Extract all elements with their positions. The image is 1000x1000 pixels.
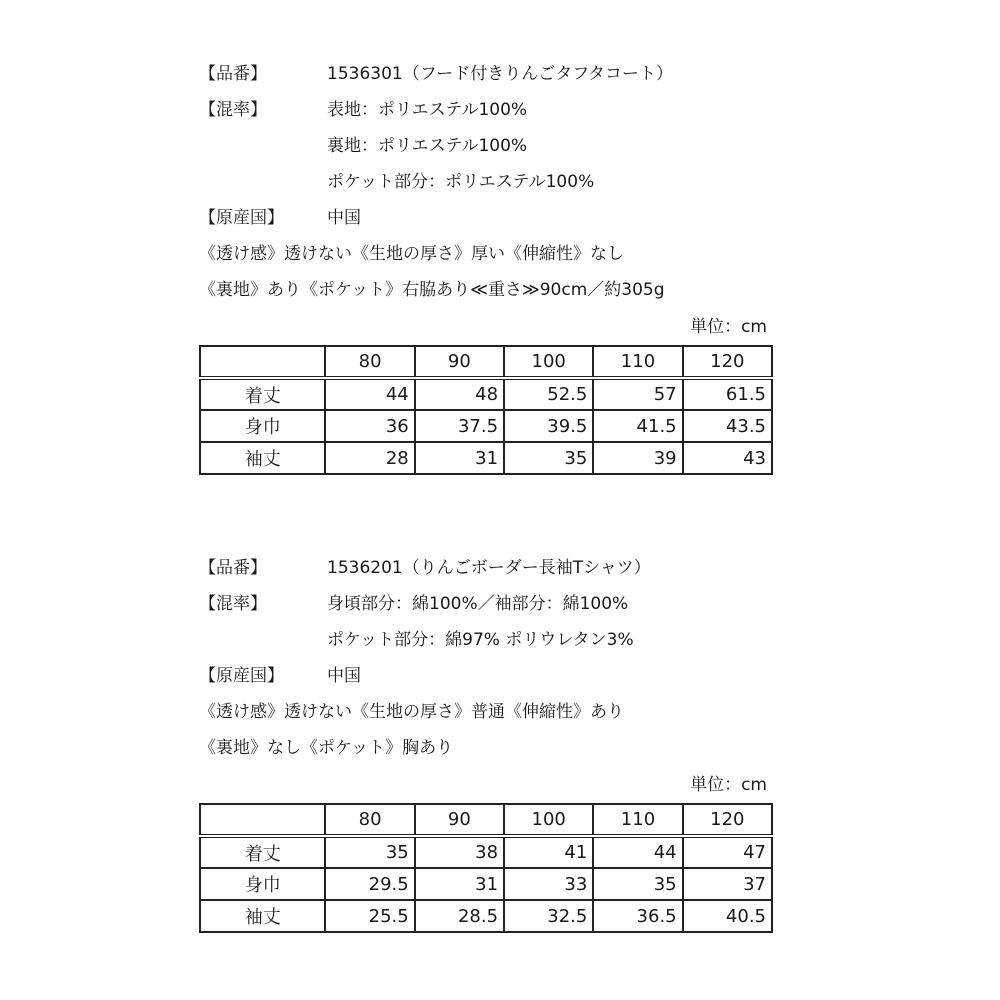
konritsu-line: 身頃部分：綿100%／袖部分：綿100% xyxy=(327,594,629,614)
table-cell: 36 xyxy=(325,410,414,442)
size-table xyxy=(199,803,773,933)
table-cell: 25.5 xyxy=(325,900,414,932)
unit-label: 単位：cm xyxy=(690,775,767,795)
table-cell: 28.5 xyxy=(415,900,504,932)
row-header: 着丈 xyxy=(200,836,325,868)
konritsu-line: ポケット部分：ポリエステル100% xyxy=(327,172,595,192)
row-header: 着丈 xyxy=(200,378,325,410)
size-header-row xyxy=(200,346,772,378)
features-line: 《裏地》なし《ポケット》胸あり xyxy=(199,738,454,758)
konritsu-row xyxy=(199,586,779,622)
features-line: 《裏地》あり《ポケット》右脇あり≪重さ≫90cm／約305g xyxy=(199,280,665,300)
table-cell: 35 xyxy=(593,868,682,900)
table-cell: 35 xyxy=(504,442,593,474)
table-cell: 43.5 xyxy=(683,410,772,442)
origin-label: 【原産国】 xyxy=(199,666,284,686)
origin-label: 【原産国】 xyxy=(199,208,284,228)
hinban-value: 1536201（りんごボーダー長袖Tシャツ） xyxy=(327,558,651,578)
corner-cell xyxy=(200,804,325,836)
hinban-row xyxy=(199,550,779,586)
table-cell: 39.5 xyxy=(504,410,593,442)
size-header-cell: 120 xyxy=(683,346,772,378)
size-header-cell: 100 xyxy=(504,804,593,836)
konritsu-line: 裏地：ポリエステル100% xyxy=(327,136,528,156)
table-cell: 28 xyxy=(325,442,414,474)
corner-cell xyxy=(200,346,325,378)
table-cell: 40.5 xyxy=(683,900,772,932)
features-line: 《透け感》透けない《生地の厚さ》厚い《伸縮性》なし xyxy=(199,244,624,264)
table-row xyxy=(200,442,772,474)
konritsu-label: 【混率】 xyxy=(199,100,267,120)
table-cell: 57 xyxy=(593,378,682,410)
table-cell: 36.5 xyxy=(593,900,682,932)
table-row xyxy=(200,410,772,442)
origin-value: 中国 xyxy=(327,208,361,228)
table-cell: 41 xyxy=(504,836,593,868)
table-cell: 48 xyxy=(415,378,504,410)
konritsu-row xyxy=(199,128,779,164)
origin-row xyxy=(199,200,779,236)
size-header-cell: 110 xyxy=(593,804,682,836)
size-header-cell: 80 xyxy=(325,804,414,836)
unit-label: 単位：cm xyxy=(690,317,767,337)
hinban-label: 【品番】 xyxy=(199,64,267,84)
table-cell: 38 xyxy=(415,836,504,868)
table-row xyxy=(200,868,772,900)
row-header: 身巾 xyxy=(200,410,325,442)
row-header: 身巾 xyxy=(200,868,325,900)
konritsu-row xyxy=(199,164,779,200)
origin-value: 中国 xyxy=(327,666,361,686)
table-cell: 31 xyxy=(415,868,504,900)
size-header-cell: 110 xyxy=(593,346,682,378)
size-header-cell: 90 xyxy=(415,346,504,378)
size-header-cell: 120 xyxy=(683,804,772,836)
table-cell: 41.5 xyxy=(593,410,682,442)
size-header-cell: 80 xyxy=(325,346,414,378)
row-header: 袖丈 xyxy=(200,900,325,932)
table-row xyxy=(200,378,772,410)
features-line: 《透け感》透けない《生地の厚さ》普通《伸縮性》あり xyxy=(199,702,624,722)
table-cell: 39 xyxy=(593,442,682,474)
table-row xyxy=(200,836,772,868)
origin-row xyxy=(199,658,779,694)
table-cell: 52.5 xyxy=(504,378,593,410)
table-cell: 29.5 xyxy=(325,868,414,900)
konritsu-label: 【混率】 xyxy=(199,594,267,614)
table-cell: 47 xyxy=(683,836,772,868)
row-header: 袖丈 xyxy=(200,442,325,474)
table-cell: 44 xyxy=(593,836,682,868)
konritsu-line: ポケット部分：綿97% ポリウレタン3% xyxy=(327,630,634,650)
table-cell: 35 xyxy=(325,836,414,868)
size-header-cell: 100 xyxy=(504,346,593,378)
table-cell: 37.5 xyxy=(415,410,504,442)
hinban-label: 【品番】 xyxy=(199,558,267,578)
table-cell: 32.5 xyxy=(504,900,593,932)
product-spec-2 xyxy=(199,550,779,933)
table-cell: 43 xyxy=(683,442,772,474)
hinban-row xyxy=(199,56,779,92)
table-row xyxy=(200,900,772,932)
size-header-cell: 90 xyxy=(415,804,504,836)
hinban-value: 1536301（フード付きりんごタフタコート） xyxy=(327,64,674,84)
table-cell: 61.5 xyxy=(683,378,772,410)
konritsu-row xyxy=(199,92,779,128)
size-table xyxy=(199,345,773,475)
table-cell: 37 xyxy=(683,868,772,900)
size-header-row xyxy=(200,804,772,836)
konritsu-line: 表地：ポリエステル100% xyxy=(327,100,528,120)
table-cell: 33 xyxy=(504,868,593,900)
table-cell: 31 xyxy=(415,442,504,474)
konritsu-row xyxy=(199,622,779,658)
product-spec-1 xyxy=(199,56,779,475)
table-cell: 44 xyxy=(325,378,414,410)
